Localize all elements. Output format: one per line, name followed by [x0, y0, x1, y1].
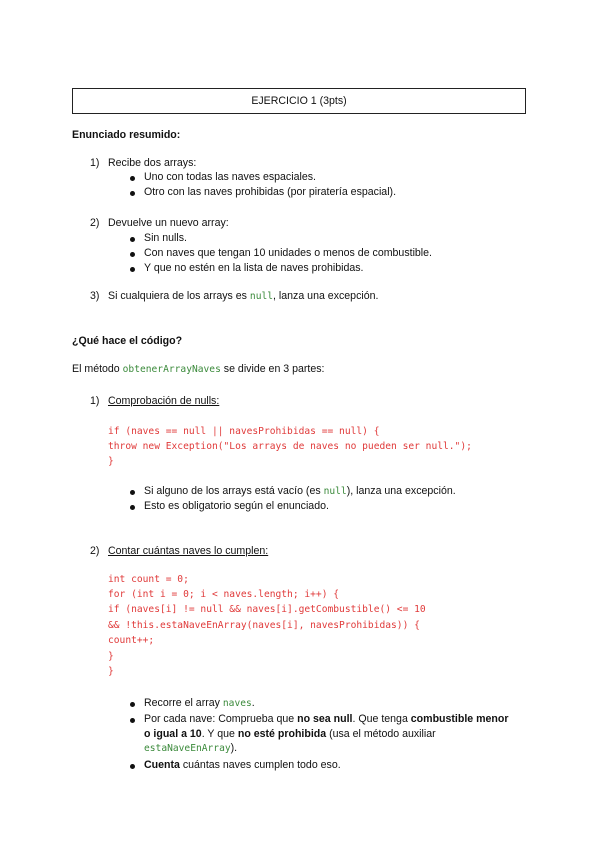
list-number: 2) [90, 545, 100, 557]
code-line: int count = 0; [108, 574, 189, 585]
intro-text: El método obtenerArrayNaves se divide en 3 partes: [72, 363, 325, 375]
exercise-title: EJERCICIO 1 (3pts) [72, 88, 526, 114]
bullet-icon [130, 267, 135, 272]
bullet-icon [130, 252, 135, 257]
bullet-icon [130, 505, 135, 510]
bullet-text: Esto es obligatorio según el enunciado. [144, 500, 329, 512]
bullet-icon [130, 490, 135, 495]
list-number: 1) [90, 395, 100, 407]
bullet-text: Cuenta cuántas naves cumplen todo eso. [144, 759, 341, 771]
code-line: } [108, 456, 114, 467]
list-number: 3) [90, 290, 100, 302]
code-line: for (int i = 0; i < naves.length; i++) { [108, 589, 340, 600]
list-number: 2) [90, 217, 100, 229]
code-line: count++; [108, 635, 155, 646]
bullet-icon [130, 191, 135, 196]
list-number: 1) [90, 157, 100, 169]
code-line: throw new Exception("Los arrays de naves no pueden ser null."); [108, 441, 472, 452]
code-line: } [108, 666, 114, 677]
bullet-text-continuation: o igual a 10. Y que no esté prohibida (usa el método auxiliar [144, 728, 436, 740]
bullet-icon [130, 702, 135, 707]
code-line: } [108, 651, 114, 662]
bullet-text: Y que no estén en la lista de naves prohibidas. [144, 262, 364, 274]
bullet-icon [130, 176, 135, 181]
code-line: if (naves == null || navesProhibidas == null) { [108, 426, 380, 437]
section-heading-enunciado: Enunciado resumido: [72, 129, 181, 141]
section-heading-codigo: ¿Qué hace el código? [72, 335, 183, 347]
bullet-text: Sin nulls. [144, 232, 187, 244]
list-item-text: Si cualquiera de los arrays es null, lanza una excepción. [108, 290, 379, 302]
bullet-text-continuation: estaNaveEnArray). [144, 742, 238, 754]
part-title: Comprobación de nulls: [108, 395, 220, 407]
part-title: Contar cuántas naves lo cumplen: [108, 545, 269, 557]
bullet-text: Otro con las naves prohibidas (por piratería espacial). [144, 186, 397, 198]
code-line: && !this.estaNaveEnArray(naves[i], navesProhibidas)) { [108, 620, 420, 631]
bullet-text: Recorre el array naves. [144, 697, 255, 709]
bullet-text: Con naves que tengan 10 unidades o menos de combustible. [144, 247, 432, 259]
list-item-text: Recibe dos arrays: [108, 157, 197, 169]
bullet-icon [130, 764, 135, 769]
code-line: if (naves[i] != null && naves[i].getCombustible() <= 10 [108, 604, 426, 615]
bullet-icon [130, 237, 135, 242]
bullet-text: Si alguno de los arrays está vacío (es null), lanza una excepción. [144, 485, 456, 497]
bullet-text: Uno con todas las naves espaciales. [144, 171, 316, 183]
bullet-text: Por cada nave: Comprueba que no sea null. Que tenga combustible menor [144, 713, 509, 725]
bullet-icon [130, 718, 135, 723]
list-item-text: Devuelve un nuevo array: [108, 217, 229, 229]
